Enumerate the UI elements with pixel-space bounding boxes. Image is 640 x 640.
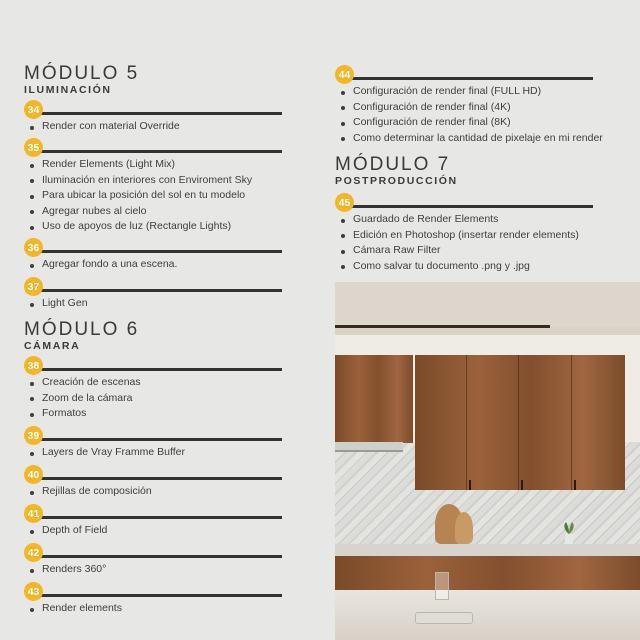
range-hood [335, 442, 403, 452]
ceiling-beam [335, 327, 640, 335]
cabinet-seam [571, 355, 572, 490]
topic-item: Como determinar la cantidad de pixelaje en mi render [335, 131, 593, 147]
topic-item: Render con material Override [24, 119, 282, 135]
divider [31, 150, 282, 153]
lesson-number-badge: 38 [24, 356, 43, 375]
divider [31, 368, 282, 371]
topic-item: Guardado de Render Elements [335, 212, 593, 228]
lesson-topic-list [24, 257, 282, 273]
topic-item: Renders 360° [24, 562, 282, 578]
lesson-topic-list [24, 296, 282, 312]
module-6-heading [24, 320, 139, 353]
lesson-38 [24, 356, 282, 422]
topic-item: Zoom de la cámara [24, 391, 282, 407]
divider [342, 205, 593, 208]
topic-item: Configuración de render final (8K) [335, 115, 593, 131]
module-subtitle: POSTPRODUCCIÓN [335, 175, 458, 187]
lesson-43 [24, 582, 282, 617]
lesson-topic-list [24, 601, 282, 617]
lesson-45 [335, 193, 593, 274]
topic-item: Formatos [24, 406, 282, 422]
glass-vase [435, 572, 449, 600]
lesson-topic-list [24, 562, 282, 578]
lesson-number-badge: 44 [335, 65, 354, 84]
upper-cabinet [335, 355, 413, 443]
lesson-number-badge: 42 [24, 543, 43, 562]
cabinet-handle [469, 480, 471, 490]
lesson-topic-list [24, 445, 282, 461]
lesson-topic-list [24, 375, 282, 422]
lesson-topic-list [335, 84, 603, 146]
lesson-number-badge: 37 [24, 277, 43, 296]
topic-item: Depth of Field [24, 523, 282, 539]
lesson-number-badge: 39 [24, 426, 43, 445]
lesson-number-badge: 40 [24, 465, 43, 484]
linear-pendant-light [335, 325, 550, 328]
topic-item: Configuración de render final (FULL HD) [335, 84, 593, 100]
topic-item: Edición en Photoshop (insertar render elements) [335, 228, 593, 244]
module-title: MÓDULO 7 [335, 154, 451, 175]
countertop [335, 544, 640, 556]
topic-item: Layers de Vray Framme Buffer [24, 445, 282, 461]
topic-item: Agregar nubes al cielo [24, 204, 282, 220]
divider [31, 555, 282, 558]
topic-item: Creación de escenas [24, 375, 282, 391]
tray [415, 612, 473, 624]
lesson-41 [24, 504, 282, 539]
lesson-topic-list [24, 484, 282, 500]
divider [31, 477, 282, 480]
lesson-39 [24, 426, 282, 461]
topic-item: Render Elements (Light Mix) [24, 157, 282, 173]
cutting-board [455, 512, 473, 544]
topic-item: Rejillas de composición [24, 484, 282, 500]
topic-item: Agregar fondo a una escena. [24, 257, 282, 273]
topic-item: Configuración de render final (4K) [335, 100, 593, 116]
lesson-36 [24, 238, 282, 273]
potted-plant-icon [561, 520, 577, 544]
marble-island [335, 590, 640, 640]
topic-item: Para ubicar la posición del sol en tu modelo [24, 188, 282, 204]
lesson-topic-list [24, 157, 282, 235]
lesson-34 [24, 100, 282, 135]
divider [31, 594, 282, 597]
lesson-44 [335, 65, 603, 146]
divider [342, 77, 593, 80]
lesson-number-badge: 35 [24, 138, 43, 157]
cabinet-handle [574, 480, 576, 490]
topic-item: Uso de apoyos de luz (Rectangle Lights) [24, 219, 282, 235]
lesson-number-badge: 36 [24, 238, 43, 257]
divider [31, 289, 282, 292]
module-title: MÓDULO 6 [24, 319, 140, 340]
kitchen-render-photo [335, 282, 640, 640]
topic-item: Como salvar tu documento .png y .jpg [335, 259, 593, 275]
topic-item: Light Gen [24, 296, 282, 312]
lesson-number-badge: 41 [24, 504, 43, 523]
lesson-40 [24, 465, 282, 500]
divider [31, 516, 282, 519]
lesson-number-badge: 34 [24, 100, 43, 119]
lesson-topic-list [24, 119, 282, 135]
module-5-heading [24, 64, 139, 97]
lesson-number-badge: 43 [24, 582, 43, 601]
module-subtitle: ILUMINACIÓN [24, 84, 112, 96]
upper-cabinet [415, 355, 625, 490]
divider [31, 250, 282, 253]
topic-item: Render elements [24, 601, 282, 617]
module-subtitle: CÁMARA [24, 340, 81, 352]
lesson-42 [24, 543, 282, 578]
lesson-37 [24, 277, 282, 312]
lesson-topic-list [24, 523, 282, 539]
cabinet-seam [466, 355, 467, 490]
divider [31, 438, 282, 441]
lesson-topic-list [335, 212, 593, 274]
cabinet-handle [521, 480, 523, 490]
module-title: MÓDULO 5 [24, 63, 140, 84]
module-7-heading [335, 155, 458, 188]
lesson-number-badge: 45 [335, 193, 354, 212]
topic-item: Cámara Raw Filter [335, 243, 593, 259]
topic-item: Iluminación en interiores con Enviroment Sky [24, 173, 282, 189]
lesson-35 [24, 138, 282, 235]
cabinet-seam [518, 355, 519, 490]
divider [31, 112, 282, 115]
